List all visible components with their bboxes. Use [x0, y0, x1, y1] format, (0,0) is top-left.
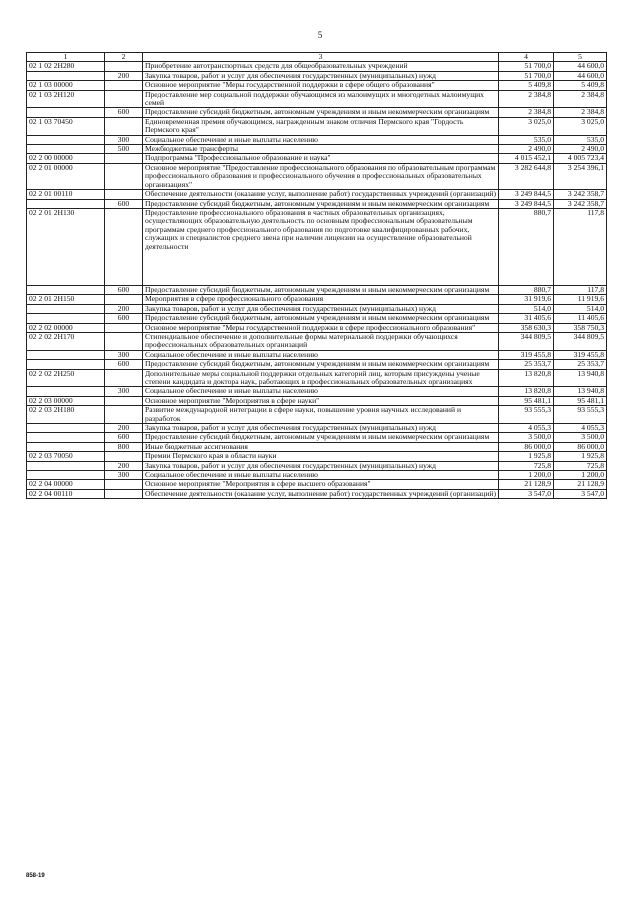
table-row — [27, 295, 607, 304]
cell-expense-type — [105, 452, 143, 461]
cell-expense-type: 300 — [105, 135, 143, 144]
cell-name: Стипендиальное обеспечение и дополнительные формы материальной поддержки обучающихся профессиональных образовательных организаций — [143, 332, 499, 350]
cell-amount-2: 4 005 723,4 — [554, 154, 607, 163]
cell-expense-type — [105, 81, 143, 90]
cell-target-code: 02 2 01 00110 — [27, 190, 105, 199]
cell-name: Закупка товаров, работ и услуг для обеспечения государственных (муниципальных) нужд — [143, 461, 499, 470]
table-row — [27, 360, 607, 369]
table-row — [27, 452, 607, 461]
cell-name: Межбюджетные трансферты — [143, 145, 499, 154]
cell-target-code: 02 2 03 00000 — [27, 396, 105, 405]
page-number: 5 — [317, 30, 323, 40]
cell-amount-1: 21 128,9 — [499, 480, 554, 489]
cell-target-code: 02 1 03 2Н120 — [27, 90, 105, 108]
table-row — [27, 387, 607, 396]
budget-table — [26, 52, 607, 499]
cell-name: Предоставление субсидий бюджетным, автономным учреждениям и иным некоммерческим организациям — [143, 199, 499, 208]
cell-expense-type: 300 — [105, 350, 143, 359]
cell-amount-1: 535,0 — [499, 135, 554, 144]
table-row — [27, 81, 607, 90]
cell-expense-type — [105, 295, 143, 304]
table-row — [27, 190, 607, 199]
cell-expense-type: 200 — [105, 71, 143, 80]
cell-name: Подпрограмма "Профессиональное образование и наука" — [143, 154, 499, 163]
cell-amount-1: 725,8 — [499, 461, 554, 470]
cell-name: Предоставление мер социальной поддержки обучающимся из малоимущих и многодетных малоимущих семей — [143, 90, 499, 108]
cell-amount-1: 51 700,0 — [499, 62, 554, 71]
cell-target-code — [27, 314, 105, 323]
cell-target-code: 02 2 04 00110 — [27, 489, 105, 498]
table-row — [27, 424, 607, 433]
cell-expense-type: 800 — [105, 442, 143, 451]
cell-target-code — [27, 71, 105, 80]
cell-amount-1: 2 384,8 — [499, 108, 554, 117]
cell-expense-type: 300 — [105, 471, 143, 480]
cell-amount-1: 3 547,0 — [499, 489, 554, 498]
cell-name: Единовременная премия обучающимся, награжденным знаком отличия Пермского края "Гордость Пермского края" — [143, 117, 499, 135]
cell-name: Основное мероприятие "Меры государственной поддержки в сфере общего образования" — [143, 81, 499, 90]
table-row — [27, 471, 607, 480]
cell-target-code — [27, 471, 105, 480]
table-row — [27, 369, 607, 387]
cell-amount-1: 4 055,3 — [499, 424, 554, 433]
cell-target-code — [27, 442, 105, 451]
cell-target-code: 02 2 03 2Н180 — [27, 406, 105, 424]
table-row — [27, 199, 607, 208]
cell-amount-2: 95 481,1 — [554, 396, 607, 405]
cell-amount-2: 2 384,8 — [554, 108, 607, 117]
cell-expense-type — [105, 190, 143, 199]
table-row — [27, 442, 607, 451]
table-row — [27, 208, 607, 285]
cell-amount-1: 3 500,0 — [499, 433, 554, 442]
cell-amount-1: 93 555,3 — [499, 406, 554, 424]
table-row — [27, 285, 607, 294]
cell-expense-type — [105, 489, 143, 498]
cell-target-code: 02 2 01 2Н150 — [27, 295, 105, 304]
cell-amount-1: 319 455,8 — [499, 350, 554, 359]
cell-amount-1: 1 200,0 — [499, 471, 554, 480]
cell-amount-1: 5 409,8 — [499, 81, 554, 90]
cell-name: Социальное обеспечение и иные выплаты населению — [143, 350, 499, 359]
cell-amount-2: 44 600,0 — [554, 71, 607, 80]
header-col-2: 2 — [105, 53, 143, 62]
table-row — [27, 304, 607, 313]
cell-name: Предоставление субсидий бюджетным, автономным учреждениям и иным некоммерческим организациям — [143, 108, 499, 117]
cell-expense-type: 600 — [105, 314, 143, 323]
cell-amount-1: 2 384,8 — [499, 90, 554, 108]
cell-amount-2: 3 242 358,7 — [554, 190, 607, 199]
table-row — [27, 163, 607, 189]
cell-amount-1: 3 249 844,5 — [499, 199, 554, 208]
cell-name: Закупка товаров, работ и услуг для обеспечения государственных (муниципальных) нужд — [143, 424, 499, 433]
cell-amount-1: 13 820,8 — [499, 387, 554, 396]
table-header-row — [27, 53, 607, 62]
cell-target-code — [27, 135, 105, 144]
cell-name: Приобретение автотранспортных средств для общеобразовательных учреждений — [143, 62, 499, 71]
table-row — [27, 323, 607, 332]
cell-target-code — [27, 387, 105, 396]
cell-target-code: 02 2 01 00000 — [27, 163, 105, 189]
cell-amount-2: 4 055,3 — [554, 424, 607, 433]
cell-target-code — [27, 350, 105, 359]
cell-amount-1: 51 700,0 — [499, 71, 554, 80]
cell-target-code: 02 1 03 00000 — [27, 81, 105, 90]
cell-name: Закупка товаров, работ и услуг для обеспечения государственных (муниципальных) нужд — [143, 304, 499, 313]
cell-name: Основное мероприятие "Мероприятия в сфере науки" — [143, 396, 499, 405]
cell-amount-1: 86 000,0 — [499, 442, 554, 451]
cell-target-code: 02 1 02 2Н280 — [27, 62, 105, 71]
cell-name: Закупка товаров, работ и услуг для обеспечения государственных (муниципальных) нужд — [143, 71, 499, 80]
cell-amount-2: 93 555,3 — [554, 406, 607, 424]
cell-name: Социальное обеспечение и иные выплаты населению — [143, 387, 499, 396]
cell-expense-type: 500 — [105, 145, 143, 154]
table-row — [27, 135, 607, 144]
cell-target-code: 02 2 00 00000 — [27, 154, 105, 163]
cell-target-code — [27, 285, 105, 294]
cell-amount-2: 21 128,9 — [554, 480, 607, 489]
document-code: 858-19 — [26, 873, 45, 879]
cell-target-code — [27, 108, 105, 117]
cell-amount-1: 3 282 644,8 — [499, 163, 554, 189]
cell-amount-2: 2 384,8 — [554, 90, 607, 108]
table-row — [27, 117, 607, 135]
cell-amount-1: 880,7 — [499, 285, 554, 294]
cell-expense-type: 300 — [105, 387, 143, 396]
header-col-4: 4 — [499, 53, 554, 62]
cell-expense-type: 600 — [105, 433, 143, 442]
cell-target-code: 02 1 03 70450 — [27, 117, 105, 135]
cell-expense-type: 600 — [105, 360, 143, 369]
cell-amount-1: 95 481,1 — [499, 396, 554, 405]
cell-amount-1: 31 405,6 — [499, 314, 554, 323]
cell-name: Обеспечение деятельности (оказание услуг, выполнение работ) государственных учреждений (организаций) — [143, 190, 499, 199]
cell-amount-1: 3 025,0 — [499, 117, 554, 135]
table-row — [27, 433, 607, 442]
cell-expense-type — [105, 406, 143, 424]
table-row — [27, 461, 607, 470]
cell-amount-1: 4 015 452,1 — [499, 154, 554, 163]
cell-amount-2: 5 409,8 — [554, 81, 607, 90]
table-row — [27, 62, 607, 71]
cell-amount-2: 117,8 — [554, 285, 607, 294]
cell-expense-type — [105, 369, 143, 387]
cell-amount-1: 13 820,8 — [499, 369, 554, 387]
table-row — [27, 406, 607, 424]
table-body — [27, 62, 607, 499]
cell-name: Социальное обеспечение и иные выплаты населению — [143, 471, 499, 480]
cell-expense-type — [105, 62, 143, 71]
table-row — [27, 350, 607, 359]
cell-name: Основное мероприятие "Мероприятия в сфере высшего образования" — [143, 480, 499, 489]
cell-expense-type — [105, 208, 143, 285]
cell-name: Предоставление субсидий бюджетным, автономным учреждениям и иным некоммерческим организациям — [143, 285, 499, 294]
cell-amount-2: 11 919,6 — [554, 295, 607, 304]
cell-amount-1: 344 809,5 — [499, 332, 554, 350]
cell-expense-type — [105, 332, 143, 350]
cell-name: Премии Пермского края в области науки — [143, 452, 499, 461]
cell-expense-type: 200 — [105, 304, 143, 313]
table-row — [27, 145, 607, 154]
cell-target-code: 02 2 02 2Н250 — [27, 369, 105, 387]
table-row — [27, 314, 607, 323]
cell-target-code: 02 2 04 00000 — [27, 480, 105, 489]
cell-amount-2: 1 925,8 — [554, 452, 607, 461]
cell-amount-1: 514,0 — [499, 304, 554, 313]
cell-amount-1: 880,7 — [499, 208, 554, 285]
cell-expense-type — [105, 117, 143, 135]
cell-target-code — [27, 304, 105, 313]
cell-expense-type — [105, 480, 143, 489]
cell-target-code: 02 2 02 2Н170 — [27, 332, 105, 350]
cell-amount-2: 725,8 — [554, 461, 607, 470]
cell-target-code — [27, 145, 105, 154]
table-row — [27, 71, 607, 80]
cell-amount-2: 535,0 — [554, 135, 607, 144]
cell-target-code — [27, 424, 105, 433]
header-col-1: 1 — [27, 53, 105, 62]
cell-expense-type: 600 — [105, 285, 143, 294]
cell-amount-2: 25 353,7 — [554, 360, 607, 369]
cell-amount-2: 3 242 358,7 — [554, 199, 607, 208]
cell-target-code: 02 2 02 00000 — [27, 323, 105, 332]
cell-amount-2: 3 025,0 — [554, 117, 607, 135]
cell-name: Мероприятия в сфере профессионального образования — [143, 295, 499, 304]
table-row — [27, 332, 607, 350]
cell-amount-1: 25 353,7 — [499, 360, 554, 369]
cell-amount-2: 2 490,0 — [554, 145, 607, 154]
cell-amount-1: 3 249 844,5 — [499, 190, 554, 199]
table-row — [27, 489, 607, 498]
cell-name: Обеспечение деятельности (оказание услуг, выполнение работ) государственных учреждений (организаций) — [143, 489, 499, 498]
cell-name: Предоставление профессионального образования в частных образовательных организациях, осуществляющих образовательную деятельность по основным профессиональным образовательным программам среднего профессионального образования по подготовке квалифицированных рабочих, служащих и специалистов среднего звена при наличии лицензии на осуществление образовательной деятельности — [143, 208, 499, 285]
header-col-5: 5 — [554, 53, 607, 62]
cell-target-code — [27, 199, 105, 208]
cell-name: Предоставление субсидий бюджетным, автономным учреждениям и иным некоммерческим организациям — [143, 433, 499, 442]
cell-name: Основное мероприятие "Меры государственной поддержки в сфере профессионального образования" — [143, 323, 499, 332]
table-row — [27, 396, 607, 405]
cell-amount-1: 31 919,6 — [499, 295, 554, 304]
cell-name: Дополнительные меры социальной поддержки отдельных категорий лиц, которым присуждены ученые степени кандидата и доктора наук, работающих в профессиональных образовательных организациях — [143, 369, 499, 387]
cell-amount-2: 514,0 — [554, 304, 607, 313]
cell-name: Иные бюджетные ассигнования — [143, 442, 499, 451]
table-row — [27, 108, 607, 117]
cell-amount-1: 358 630,3 — [499, 323, 554, 332]
cell-expense-type — [105, 396, 143, 405]
cell-name: Основное мероприятие "Предоставление профессионального образования по образовательным программам профессионального образования и профессионального обучения в профессиональных образовательных организациях" — [143, 163, 499, 189]
table-row — [27, 154, 607, 163]
table-row — [27, 90, 607, 108]
cell-expense-type — [105, 154, 143, 163]
cell-amount-2: 3 547,0 — [554, 489, 607, 498]
cell-target-code — [27, 461, 105, 470]
cell-expense-type: 200 — [105, 461, 143, 470]
cell-target-code: 02 2 01 2Н130 — [27, 208, 105, 285]
cell-amount-1: 1 925,8 — [499, 452, 554, 461]
cell-amount-2: 344 809,5 — [554, 332, 607, 350]
cell-expense-type: 200 — [105, 424, 143, 433]
header-col-3: 3 — [143, 53, 499, 62]
cell-amount-2: 3 500,0 — [554, 433, 607, 442]
cell-amount-2: 319 455,8 — [554, 350, 607, 359]
cell-name: Развитие международной интеграции в сфере науки, повышение уровня научных исследований и разработок — [143, 406, 499, 424]
table-row — [27, 480, 607, 489]
cell-amount-2: 86 000,0 — [554, 442, 607, 451]
cell-name: Предоставление субсидий бюджетным, автономным учреждениям и иным некоммерческим организациям — [143, 360, 499, 369]
cell-amount-2: 44 600,0 — [554, 62, 607, 71]
cell-amount-2: 13 940,8 — [554, 387, 607, 396]
cell-amount-2: 1 200,0 — [554, 471, 607, 480]
cell-amount-2: 13 940,8 — [554, 369, 607, 387]
cell-expense-type: 600 — [105, 108, 143, 117]
cell-expense-type — [105, 323, 143, 332]
cell-target-code: 02 2 03 70050 — [27, 452, 105, 461]
cell-expense-type — [105, 163, 143, 189]
cell-amount-1: 2 490,0 — [499, 145, 554, 154]
cell-name: Социальное обеспечение и иные выплаты населению — [143, 135, 499, 144]
cell-amount-2: 117,8 — [554, 208, 607, 285]
cell-expense-type: 600 — [105, 199, 143, 208]
cell-target-code — [27, 360, 105, 369]
cell-amount-2: 358 750,3 — [554, 323, 607, 332]
cell-target-code — [27, 433, 105, 442]
cell-amount-2: 3 254 396,1 — [554, 163, 607, 189]
cell-amount-2: 11 405,6 — [554, 314, 607, 323]
cell-expense-type — [105, 90, 143, 108]
cell-name: Предоставление субсидий бюджетным, автономным учреждениям и иным некоммерческим организациям — [143, 314, 499, 323]
